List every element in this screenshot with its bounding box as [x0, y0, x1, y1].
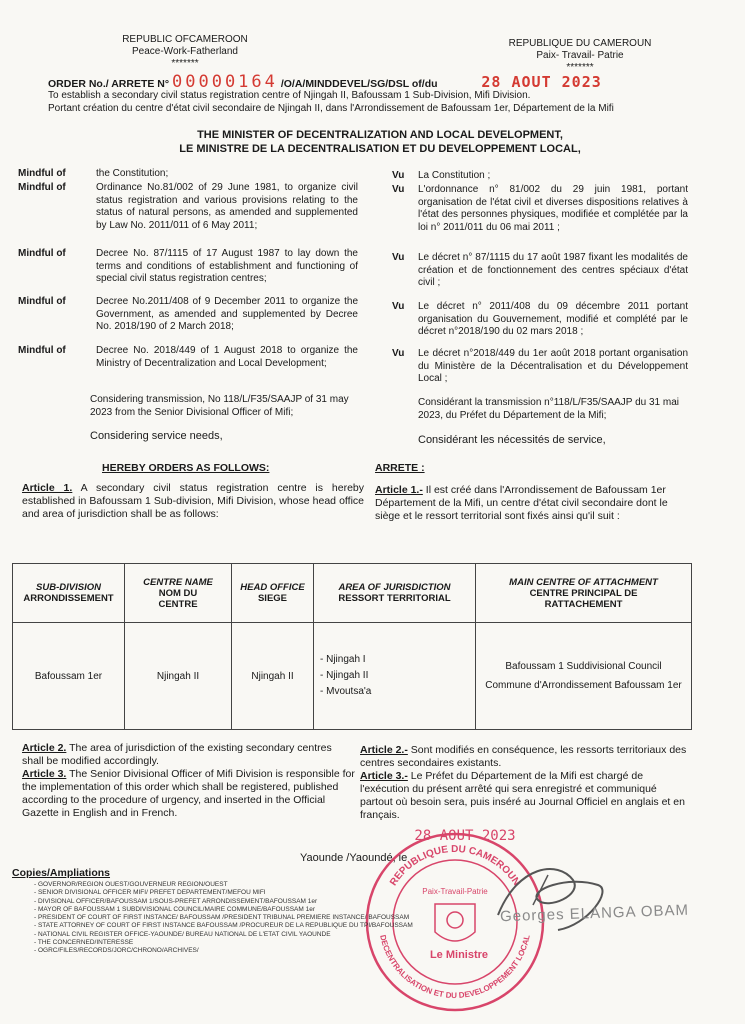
stars-right: *******: [566, 62, 594, 73]
list-item: - STATE ATTORNEY OF COURT OF FIRST INSTANCE BAFOUSSAM /PROCUREUR DE LA REPUBLIQUE DU TPI/BAFOUSSAM: [34, 922, 413, 930]
header-right-block: [495, 38, 665, 74]
list-item: - NATIONAL CIVIL REGISTER OFFICE-YAOUNDE/ BUREAU NATIONAL DE L'ETAT CIVIL YAOUNDE: [34, 930, 331, 938]
order-number: 00000164: [172, 72, 278, 92]
articles-fr: [360, 744, 690, 822]
mindful-item: Mindful of the Constitution;: [18, 168, 169, 179]
cell-centre: Njingah II: [125, 623, 232, 730]
motto-fr: Paix- Travail- Patrie: [536, 50, 624, 61]
hereby-orders-title: HEREBY ORDERS AS FOLLOWS:: [102, 462, 270, 474]
articles-en: [22, 742, 356, 820]
vu-item: Vu Le décret n° 87/1115 du 17 août 1987 fixant les modalités de création et de fonctionnement des centres spéciaux d'état civil ;: [392, 252, 688, 288]
article-2-en: Article 2. The area of jurisdiction of the existing secondary centres shall be modified accordingly.: [22, 742, 332, 767]
list-item: - DIVISIONAL OFFICER/BAFOUSSAM 1/SOUS-PREFET ARRONDISSEMENT/BAFOUSSAM 1er: [34, 897, 318, 905]
copies-title: Copies/Ampliations: [12, 867, 111, 879]
considering-en: Considering transmission, No 118/L/F35/SAAJP of 31 may 2023 from the Senior Divisional Officer of Mifi;: [90, 394, 349, 418]
vu-item: Vu Le décret n° 2011/408 du 09 décembre 2011 portant organisation du Gouvernement, modifié et complété par le décret n°2018/190 du 02 mars 2018 ;: [392, 301, 688, 337]
cell-area: - Njingah I - Njingah II - Mvoutsa'a: [314, 623, 476, 730]
stamp-inner-motto: Paix-Travail-Patrie: [422, 887, 488, 896]
article-3-en: Article 3. The Senior Divisional Officer of Mifi Division is responsible for the implementation of this order which shall be registered, published according to the procedure of urgency, and inserted in the Official Gazette in English and in French.: [22, 768, 355, 819]
list-item: - THE CONCERNED/INTERESSE: [34, 939, 134, 947]
order-prefix: ORDER No./ ARRETE N°: [48, 78, 170, 90]
signatory-name: Georges ELANGA OBAM: [499, 901, 690, 926]
stars-left: *******: [171, 58, 199, 69]
article-3-fr: Article 3.- Le Préfet du Département de la Mifi est chargé de l'exécution du présent arrêté qui sera enregistré et communiqué partout où besoin sera, puis inséré au Journal Officiel en anglais et en français.: [360, 770, 685, 821]
considering-fr: Considérant les nécessités de service,: [418, 434, 606, 446]
copies-list: [34, 881, 413, 956]
table-row: [13, 623, 692, 730]
article-label: Article 1.-: [375, 484, 423, 496]
mindful-item: Mindful of Ordinance No.81/002 of 29 June 1981, to organize civil status registration and various provisions relating to the status of natural persons, as amended and supplemented by Law No. 2011/011 of 6 May 2011;: [18, 182, 358, 231]
table-header-row: [13, 564, 692, 623]
article-2-fr: Article 2.- Sont modifiés en conséquence, les ressorts territoriaux des centres secondaires existants.: [360, 744, 687, 769]
stamp-ring-top: REPUBLIQUE DU CAMEROUN: [388, 843, 522, 888]
cell-head-office: Njingah II: [232, 623, 314, 730]
jurisdiction-table: [12, 563, 692, 730]
mindful-item: Mindful of Decree No.2011/408 of 9 December 2011 to organize the Government, as amended and supplemented by Decree No. 2018/190 of 2 March 2018;: [18, 296, 358, 332]
order-line: [48, 72, 602, 92]
country-name-fr: REPUBLIQUE DU CAMEROUN: [508, 38, 652, 49]
list-item: - PRESIDENT OF COURT OF FIRST INSTANCE/ BAFOUSSAM /PRESIDENT TRIBUNAL PREMIERE INSTANCE/ BAFOUSSAM: [34, 914, 410, 922]
table-header-subdivision: SUB-DIVISION ARRONDISSEMENT: [13, 564, 125, 623]
list-item: - GOVERNOR/REGION OUEST/GOUVERNEUR REGION/OUEST: [34, 881, 228, 888]
list-item: - SENIOR DIVISIONAL OFFICER MIFI/ PREFET DEPARTEMENT/MEFOU MIFI: [34, 889, 266, 897]
minister-title-fr: LE MINISTRE DE LA DECENTRALISATION ET DU DEVELOPPEMENT LOCAL,: [179, 143, 581, 155]
considering-en: Considering service needs,: [90, 430, 223, 442]
minister-title-en: THE MINISTER OF DECENTRALIZATION AND LOCAL DEVELOPMENT,: [197, 129, 563, 141]
vu-item: Vu La Constitution ;: [392, 170, 491, 181]
article-1-en: Article 1. A secondary civil status registration centre is hereby established in Bafoussam 1 Sub-division, Mifi Division, whose head office and area of jurisdiction shall be as follows:: [22, 482, 365, 520]
table-header-head-office: HEAD OFFICE SIEGE: [232, 564, 314, 623]
stamp-ring-bottom: DECENTRALISATION ET DU DEVELOPPEMENT LOCAL: [378, 933, 532, 1001]
motto-en: Peace-Work-Fatherland: [132, 46, 238, 57]
mindful-item: Mindful of Decree No. 87/1115 of 17 August 1987 to lay down the terms and conditions of establishment and functioning of special civil status registration centres;: [18, 248, 358, 284]
article-1-fr: Article 1.- Il est créé dans l'Arrondissement de Bafoussam 1er Département de la Mifi, un centre d'état civil secondaire dont le siège et le ressort territorial sont fixés ainsi qu'il suit :: [375, 484, 668, 522]
order-date: 28 AOUT 2023: [481, 73, 602, 91]
order-subject-fr: Portant création du centre d'état civil secondaire de Njingah II, dans l'Arrondissement de Bafoussam 1er, Département de la Mifi: [48, 103, 614, 114]
table-header-centre: CENTRE NAME NOM DU CENTRE: [125, 564, 232, 623]
order-subject-en: To establish a secondary civil status registration centre of Njingah II, Bafoussam 1 Sub-Division, Mifi Division.: [48, 90, 531, 101]
vu-item: Vu L'ordonnance n° 81/002 du 29 juin 1981, portant organisation de l'état civil et diverses dispositions relatives à l'état des personnes physiques, modifiée et complétée par la loi n° 2011/011 du 06 mai 2011 ;: [392, 184, 688, 233]
handwritten-signature: [478, 855, 618, 945]
stamp-date: 28 AOUT 2023: [414, 828, 516, 844]
article-label: Article 1.: [22, 482, 73, 494]
considering-fr: Considérant la transmission n°118/L/F35/SAAJP du 31 mai 2023, du Préfet du Département de la Mifi;: [418, 397, 679, 421]
stamp-minister: Le Ministre: [429, 949, 489, 961]
cell-subdivision: Bafoussam 1er: [13, 623, 125, 730]
cell-main-centre: Bafoussam 1 Suddivisional Council Commune d'Arrondissement Bafoussam 1er: [476, 623, 692, 730]
list-item: - MAYOR OF BAFOUSSAM 1 SUBDIVISIONAL COUNCIL/MAIRE COMMUNE/BAFOUSSAM 1er: [34, 905, 315, 913]
table-header-area: AREA OF JURISDICTION RESSORT TERRITORIAL: [314, 564, 476, 623]
table-header-main-centre: MAIN CENTRE OF ATTACHMENT CENTRE PRINCIPAL DE RATTACHEMENT: [476, 564, 692, 623]
order-suffix: /O/A/MINDDEVEL/SG/DSL of/du: [280, 78, 438, 90]
signature-place: Yaounde /Yaoundé, le: [300, 852, 408, 864]
header-left-block: [110, 34, 260, 70]
coat-of-arms-icon: [435, 904, 475, 941]
list-item: - OGRC/FILES/RECORDS/JORC/CHRONO/ARCHIVES/: [34, 947, 199, 955]
arrete-title: ARRETE :: [375, 462, 425, 474]
country-name-en: REPUBLIC OFCAMEROON: [122, 34, 248, 45]
vu-item: Vu Le décret n°2018/449 du 1er août 2018 portant organisation du Ministère de la Décentralisation et du Développement Local ;: [392, 348, 688, 384]
minister-title: [120, 128, 640, 156]
mindful-item: Mindful of Decree No. 2018/449 of 1 August 2018 to organize the Ministry of Decentralization and Local Development;: [18, 345, 358, 369]
